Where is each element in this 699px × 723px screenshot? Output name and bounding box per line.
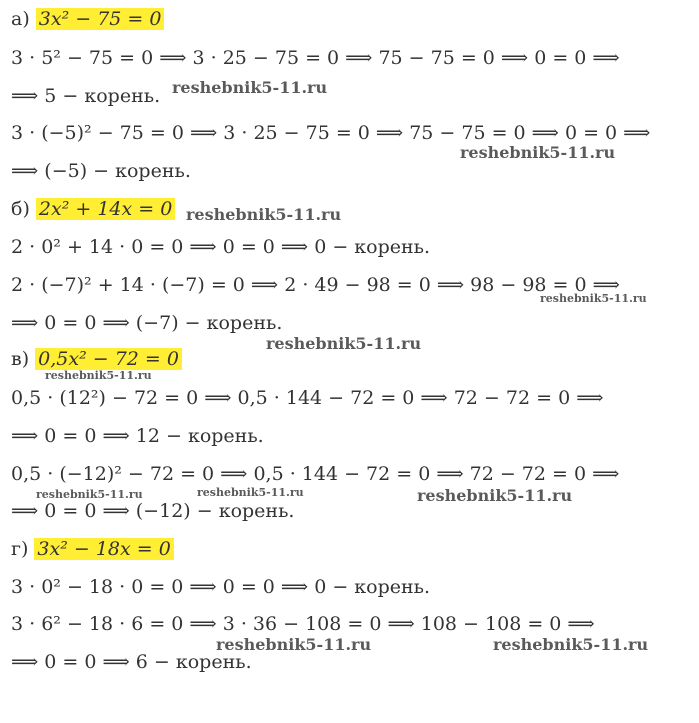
- solution-line: ⟹ 5 − корень.: [11, 85, 161, 107]
- solution-line: ⟹ 0 = 0 ⟹ 6 − корень.: [11, 651, 252, 673]
- watermark: reshebnik5-11.ru: [36, 488, 143, 501]
- solution-line: ⟹ 0 = 0 ⟹ 12 − корень.: [11, 425, 264, 447]
- solution-line: 3 · (−5)² − 75 = 0 ⟹ 3 · 25 − 75 = 0 ⟹ 75 − 75 = 0 ⟹ 0 = 0 ⟹: [11, 122, 651, 144]
- solution-line: 0,5 · (12²) − 72 = 0 ⟹ 0,5 · 144 − 72 = 0 ⟹ 72 − 72 = 0 ⟹: [11, 387, 604, 409]
- section-d-heading: [11, 536, 174, 562]
- solution-line: 0,5 · (−12)² − 72 = 0 ⟹ 0,5 · 144 − 72 = 0 ⟹ 72 − 72 = 0 ⟹: [11, 463, 620, 485]
- watermark: reshebnik5-11.ru: [417, 486, 573, 505]
- solution-line: 3 · 0² − 18 · 0 = 0 ⟹ 0 = 0 ⟹ 0 − корень.: [11, 576, 431, 598]
- watermark: reshebnik5-11.ru: [266, 334, 422, 353]
- watermark: reshebnik5-11.ru: [172, 78, 328, 97]
- watermark: reshebnik5-11.ru: [493, 635, 649, 654]
- section-label: а): [11, 8, 30, 30]
- solution-line: 3 · 6² − 18 · 6 = 0 ⟹ 3 · 36 − 108 = 0 ⟹ 108 − 108 = 0 ⟹: [11, 613, 595, 635]
- solution-line: ⟹ 0 = 0 ⟹ (−12) − корень.: [11, 500, 295, 522]
- watermark: reshebnik5-11.ru: [186, 205, 342, 224]
- highlighted-equation: 3x² − 18x = 0: [34, 538, 173, 560]
- solution-line: 2 · 0² + 14 · 0 = 0 ⟹ 0 = 0 ⟹ 0 − корень.: [11, 236, 431, 258]
- highlighted-equation: 2x² + 14x = 0: [36, 198, 175, 220]
- solution-line: ⟹ (−5) − корень.: [11, 160, 191, 182]
- solution-line: ⟹ 0 = 0 ⟹ (−7) − корень.: [11, 312, 283, 334]
- watermark: reshebnik5-11.ru: [45, 369, 152, 382]
- section-b-heading: [11, 196, 175, 222]
- watermark: reshebnik5-11.ru: [540, 292, 647, 305]
- solution-line: 3 · 5² − 75 = 0 ⟹ 3 · 25 − 75 = 0 ⟹ 75 − 75 = 0 ⟹ 0 = 0 ⟹: [11, 47, 620, 69]
- section-label: б): [11, 198, 30, 220]
- solution-line: 2 · (−7)² + 14 · (−7) = 0 ⟹ 2 · 49 − 98 = 0 ⟹ 98 − 98 = 0 ⟹: [11, 274, 620, 296]
- highlighted-equation: 0,5x² − 72 = 0: [35, 348, 182, 370]
- section-label: в): [11, 348, 30, 370]
- section-label: г): [11, 538, 29, 560]
- watermark: reshebnik5-11.ru: [460, 143, 616, 162]
- watermark: reshebnik5-11.ru: [216, 635, 372, 654]
- highlighted-equation: 3x² − 75 = 0: [36, 8, 165, 30]
- watermark: reshebnik5-11.ru: [197, 486, 304, 499]
- section-a-heading: [11, 6, 164, 32]
